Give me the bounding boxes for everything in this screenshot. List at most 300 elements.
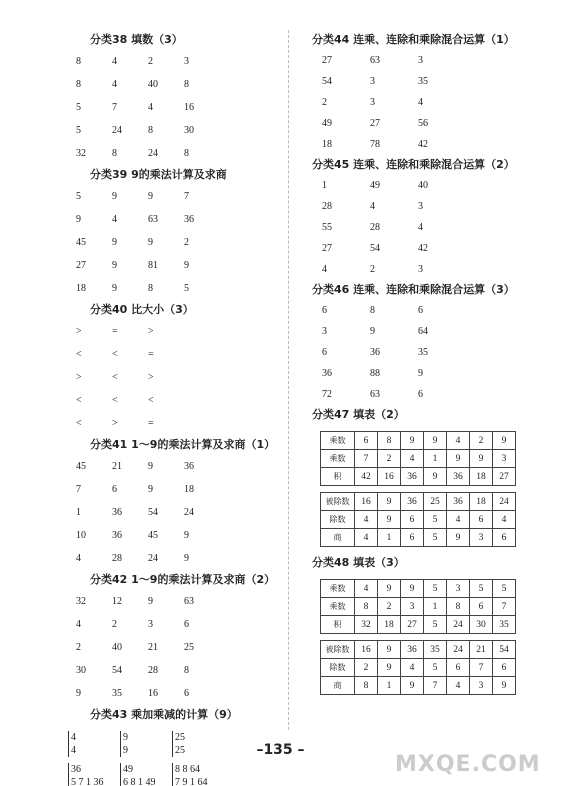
answer-value: 2 [370,264,375,275]
fill-table [320,492,516,547]
table-cell: 6 [401,529,424,547]
table-cell: 9 [447,450,470,468]
answer-value: 8 [112,148,117,159]
table-cell: 7 [493,598,516,616]
section-title: 分类46 连乘、连除和乘除混合运算（3） [312,283,515,296]
table-row [321,493,516,511]
answer-value: 36 [322,368,332,379]
table-cell: 18 [470,493,493,511]
answer-value: 9 [148,596,153,607]
answer-row [60,277,285,300]
answer-value: 4 [418,97,423,108]
answer-value: 9 [76,214,81,225]
answer-value: 32 [76,148,86,159]
answer-value: 12 [112,596,122,607]
table-cell: 9 [424,432,447,450]
answer-value: 3 [322,326,327,337]
answer-value: 64 [418,326,428,337]
answer-row [298,384,538,405]
section-title: 分类43 乘加乘减的计算（9） [90,708,238,721]
answer-row [298,300,538,321]
table-cell: 27 [493,468,516,486]
answer-value: 5 [76,125,81,136]
answer-value: 63 [184,596,194,607]
answer-value: 9 [184,260,189,271]
answer-row [60,524,285,547]
answer-value: 8 [148,283,153,294]
answer-row [298,71,538,92]
answer-value: 9 [148,191,153,202]
answer-row [60,343,285,366]
answer-value: 63 [370,389,380,400]
answer-value: 1 [76,507,81,518]
table-cell: 6 [493,529,516,547]
table-cell: 36 [401,468,424,486]
table-cell: 7 [355,450,378,468]
table-cell: 2 [355,659,378,677]
answer-value: 8 [184,665,189,676]
answer-value: < [148,395,154,406]
table-cell: 16 [355,641,378,659]
answer-value: 45 [76,237,86,248]
answer-value: 6 [112,484,117,495]
table-cell: 4 [355,580,378,598]
answer-value: 9 [76,688,81,699]
table-cell: 35 [424,641,447,659]
answer-value: 9 [148,461,153,472]
table-cell: 5 [470,580,493,598]
answer-value: < [112,372,118,383]
answer-value: 18 [76,283,86,294]
answer-value: 3 [148,619,153,630]
right-column [298,30,538,701]
answer-value: = [148,418,154,429]
table-row-header: 除数 [321,511,355,529]
answer-value: 21 [148,642,158,653]
answer-value: 27 [76,260,86,271]
table-cell: 36 [401,493,424,511]
answer-value: 4 [112,56,117,67]
table-row-header: 乘数 [321,432,355,450]
fill-table-wrap [320,640,538,695]
answer-value: 35 [112,688,122,699]
answer-row [298,238,538,259]
table-cell: 9 [401,432,424,450]
answer-value: 63 [148,214,158,225]
answer-value: 9 [370,326,375,337]
table-cell: 1 [424,598,447,616]
answer-row [60,590,285,613]
fill-table-wrap [320,431,538,486]
table-cell: 2 [378,598,401,616]
table-cell: 3 [447,580,470,598]
table-cell: 1 [378,677,401,695]
table-cell: 4 [447,432,470,450]
answer-value: 24 [112,125,122,136]
table-cell: 4 [493,511,516,529]
answer-value: 49 [322,118,332,129]
answer-value: 2 [112,619,117,630]
answer-value: 16 [148,688,158,699]
table-cell: 6 [470,511,493,529]
answer-value: 5 [184,283,189,294]
answer-value: 30 [76,665,86,676]
table-cell: 24 [493,493,516,511]
answer-value: 9 [184,553,189,564]
table-cell: 30 [470,616,493,634]
answer-value: 3 [418,55,423,66]
table-row [321,468,516,486]
answer-value: > [76,372,82,383]
vertical-line: 4 [71,732,76,743]
table-cell: 35 [493,616,516,634]
table-cell: 8 [447,598,470,616]
answer-value: 56 [418,118,428,129]
answer-value: 6 [322,305,327,316]
answer-value: 36 [184,214,194,225]
answer-row [60,208,285,231]
answer-row [60,366,285,389]
answer-row [60,613,285,636]
answer-row [60,320,285,343]
answer-value: 4 [370,201,375,212]
answer-row [298,363,538,384]
answer-row [60,501,285,524]
answer-value: 8 [370,305,375,316]
answer-row [60,254,285,277]
answer-value: 3 [370,97,375,108]
answer-value: 35 [418,347,428,358]
table-cell: 21 [470,641,493,659]
table-row [321,432,516,450]
answer-row [298,92,538,113]
answer-value: 28 [322,201,332,212]
answer-value: 8 [76,56,81,67]
table-row [321,616,516,634]
vertical-line: 5 7 1 36 [71,777,104,786]
answer-value: 5 [76,102,81,113]
answer-value: 63 [370,55,380,66]
table-cell: 7 [424,677,447,695]
vertical-line: 36 [71,764,81,775]
answer-row [298,196,538,217]
left-column [60,30,285,786]
table-row [321,511,516,529]
table-cell: 16 [355,493,378,511]
answer-row [60,185,285,208]
table-cell: 8 [378,432,401,450]
table-cell: 1 [378,529,401,547]
answer-value: 32 [76,596,86,607]
fill-table-wrap [320,579,538,634]
table-row [321,598,516,616]
table-cell: 1 [424,450,447,468]
answer-value: 72 [322,389,332,400]
table-row [321,659,516,677]
answer-row [60,119,285,142]
answer-value: 18 [322,139,332,150]
fill-table [320,431,516,486]
answer-value: 6 [418,389,423,400]
answer-row [298,175,538,196]
answer-value: 16 [184,102,194,113]
answer-value: 6 [322,347,327,358]
answer-value: 9 [148,484,153,495]
table-cell: 18 [378,616,401,634]
answer-value: 9 [112,260,117,271]
table-row [321,677,516,695]
answer-value: 28 [370,222,380,233]
answer-value: 18 [184,484,194,495]
answer-value: 36 [112,507,122,518]
answer-value: = [112,326,118,337]
answer-value: 88 [370,368,380,379]
answer-value: 4 [148,102,153,113]
answer-value: 3 [370,76,375,87]
answer-value: 2 [184,237,189,248]
answer-value: > [148,326,154,337]
answer-row [298,134,538,155]
table-cell: 9 [401,580,424,598]
watermark: MXQE.COM [395,752,541,777]
table-cell: 3 [470,529,493,547]
vertical-calculation [68,763,120,786]
table-cell: 6 [493,659,516,677]
answer-value: 4 [322,264,327,275]
vertical-line: 8 8 64 [175,764,200,775]
answer-row [60,142,285,165]
answer-value: 36 [370,347,380,358]
answer-value: 9 [112,191,117,202]
vertical-calculation [120,763,172,786]
answer-value: < [112,395,118,406]
answer-value: 8 [148,125,153,136]
vertical-calculation-row [68,763,285,786]
table-row-header: 乘数 [321,598,355,616]
answer-value: 7 [184,191,189,202]
answer-row [60,547,285,570]
answer-row [60,455,285,478]
answer-row [298,321,538,342]
answer-value: 9 [112,283,117,294]
table-cell: 42 [355,468,378,486]
table-cell: 6 [470,598,493,616]
vertical-line: 49 [123,764,133,775]
table-cell: 5 [424,529,447,547]
table-cell: 5 [424,511,447,529]
table-cell: 25 [424,493,447,511]
answer-value: = [148,349,154,360]
vertical-line: 25 [175,745,185,756]
answer-value: < [76,418,82,429]
answer-value: 24 [148,148,158,159]
answer-value: 42 [418,243,428,254]
answer-value: 45 [76,461,86,472]
table-cell: 9 [401,677,424,695]
table-cell: 9 [493,432,516,450]
answer-row [60,231,285,254]
section-title: 分类38 填数（3） [90,33,183,46]
table-cell: 9 [424,468,447,486]
section-title: 分类41 1～9的乘法计算及求商（1） [90,438,276,451]
table-cell: 3 [470,677,493,695]
table-row-header: 乘数 [321,580,355,598]
answer-value: 5 [76,191,81,202]
answer-value: 24 [184,507,194,518]
table-row-header: 商 [321,529,355,547]
answer-value: 6 [418,305,423,316]
table-cell: 36 [447,493,470,511]
table-cell: 24 [447,641,470,659]
answer-value: < [112,349,118,360]
answer-value: 1 [322,180,327,191]
table-cell: 2 [470,432,493,450]
answer-value: > [76,326,82,337]
table-cell: 16 [378,468,401,486]
answer-value: 3 [418,264,423,275]
table-cell: 24 [447,616,470,634]
answer-value: 54 [148,507,158,518]
vertical-line: 6 8 1 49 [123,777,156,786]
table-cell: 5 [424,659,447,677]
answer-value: 2 [76,642,81,653]
answer-value: 28 [112,553,122,564]
answer-value: 24 [148,553,158,564]
table-row-header: 积 [321,616,355,634]
answer-value: 9 [112,237,117,248]
answer-row [60,389,285,412]
answer-value: 49 [370,180,380,191]
table-cell: 8 [355,677,378,695]
table-cell: 4 [355,529,378,547]
table-row-header: 商 [321,677,355,695]
answer-row [60,96,285,119]
answer-value: 4 [112,79,117,90]
table-cell: 7 [470,659,493,677]
answer-value: > [148,372,154,383]
answer-value: 2 [322,97,327,108]
answer-row [298,342,538,363]
answer-row [298,217,538,238]
table-cell: 4 [401,450,424,468]
answer-value: 4 [418,222,423,233]
table-row-header: 被除数 [321,493,355,511]
page-number: –135 – [256,742,305,758]
section-title: 分类47 填表（2） [312,408,405,421]
answer-row [60,478,285,501]
answer-value: 28 [148,665,158,676]
answer-value: 4 [76,553,81,564]
table-cell: 4 [447,511,470,529]
answer-value: 40 [148,79,158,90]
answer-value: 8 [184,148,189,159]
answer-value: 25 [184,642,194,653]
answer-value: 10 [76,530,86,541]
column-divider [288,30,289,730]
table-cell: 32 [355,616,378,634]
table-row-header: 乘数 [321,450,355,468]
answer-value: 4 [112,214,117,225]
answer-row [60,659,285,682]
answer-value: 2 [148,56,153,67]
answer-value: 9 [184,530,189,541]
answer-value: 8 [184,79,189,90]
vertical-line: 9 [123,732,128,743]
answer-value: 54 [112,665,122,676]
section-title: 分类42 1～9的乘法计算及求商（2） [90,573,276,586]
answer-row [298,113,538,134]
answer-row [60,50,285,73]
table-cell: 9 [378,641,401,659]
table-cell: 9 [447,529,470,547]
answer-row [60,682,285,705]
answer-value: 9 [418,368,423,379]
answer-value: 40 [112,642,122,653]
table-cell: 5 [424,580,447,598]
table-cell: 5 [493,580,516,598]
answer-value: 81 [148,260,158,271]
answer-value: < [76,349,82,360]
answer-value: 78 [370,139,380,150]
fill-table-wrap [320,492,538,547]
vertical-calculation [172,763,224,786]
answer-value: 45 [148,530,158,541]
answer-value: 54 [370,243,380,254]
section-title: 分类40 比大小（3） [90,303,194,316]
section-title: 分类44 连乘、连除和乘除混合运算（1） [312,33,515,46]
answer-value: 36 [112,530,122,541]
answer-value: 55 [322,222,332,233]
answer-value: 4 [76,619,81,630]
answer-value: 27 [370,118,380,129]
table-row [321,450,516,468]
vertical-line: 9 [123,745,128,756]
answer-row [60,636,285,659]
answer-value: 40 [418,180,428,191]
table-cell: 6 [447,659,470,677]
table-row-header: 除数 [321,659,355,677]
section-title: 分类48 填表（3） [312,556,405,569]
answer-value: 30 [184,125,194,136]
table-cell: 3 [493,450,516,468]
table-row [321,641,516,659]
answer-value: 27 [322,243,332,254]
answer-value: < [76,395,82,406]
section-title: 分类45 连乘、连除和乘除混合运算（2） [312,158,515,171]
table-cell: 9 [470,450,493,468]
answer-value: 6 [184,688,189,699]
table-cell: 36 [401,641,424,659]
table-cell: 9 [493,677,516,695]
table-cell: 54 [493,641,516,659]
table-cell: 4 [401,659,424,677]
answer-value: 7 [112,102,117,113]
table-cell: 4 [355,511,378,529]
answer-row [60,73,285,96]
table-cell: 27 [401,616,424,634]
table-cell: 5 [424,616,447,634]
answer-row [298,259,538,280]
table-cell: 9 [378,659,401,677]
answer-value: 8 [76,79,81,90]
answer-value: 3 [418,201,423,212]
fill-table [320,640,516,695]
answer-value: 21 [112,461,122,472]
table-row-header: 被除数 [321,641,355,659]
answer-value: 54 [322,76,332,87]
table-row [321,580,516,598]
answer-value: 35 [418,76,428,87]
